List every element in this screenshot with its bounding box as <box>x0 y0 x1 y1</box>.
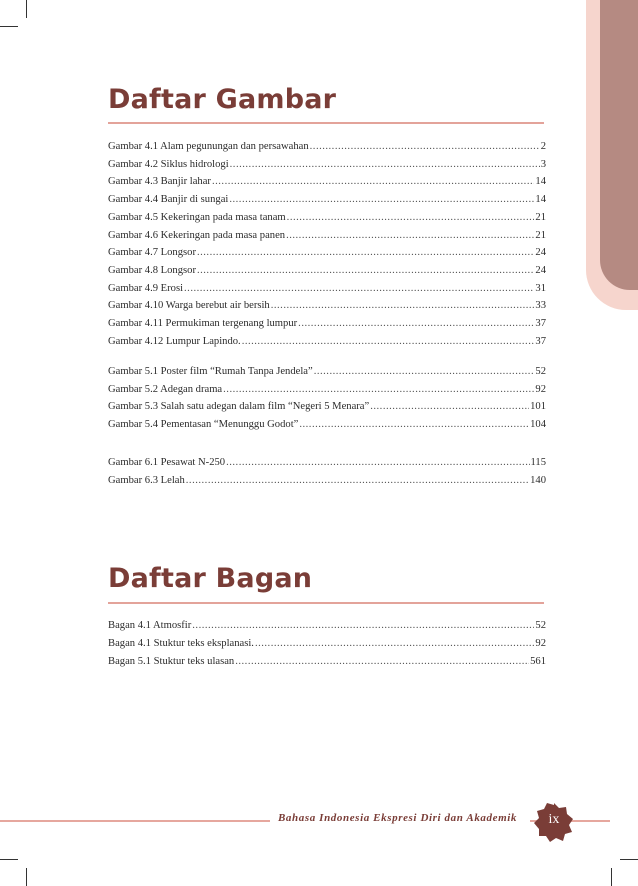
toc-leader-dots <box>242 334 535 350</box>
toc-leader-dots <box>310 139 540 155</box>
toc-entry-page: 140 <box>530 474 546 486</box>
toc-leader-dots <box>235 654 529 670</box>
toc-leader-dots <box>314 364 535 380</box>
footer-rule <box>0 820 270 822</box>
toc-entry <box>108 192 546 208</box>
toc-entry-page: 33 <box>535 300 546 312</box>
toc-entry-page: 52 <box>535 620 546 631</box>
toc-entry <box>108 636 546 652</box>
toc-entry <box>108 654 546 670</box>
crop-mark <box>26 0 27 18</box>
daftar-gambar-rule <box>108 122 544 124</box>
toc-leader-dots <box>226 455 529 471</box>
toc-entry-label: Gambar 4.1 Alam pegunungan dan persawahan <box>108 141 309 152</box>
toc-entry-page: 2 <box>540 141 546 152</box>
toc-leader-dots <box>255 636 534 652</box>
toc-entry-page: 24 <box>535 264 546 276</box>
toc-leader-dots <box>286 228 534 244</box>
toc-entry-label: Bagan 4.1 Stuktur teks eksplanasi. <box>108 638 254 649</box>
toc-entry <box>108 316 546 332</box>
toc-entry <box>108 210 546 226</box>
toc-entry <box>108 334 546 350</box>
toc-entry <box>108 245 546 261</box>
toc-entry-label: Gambar 4.3 Banjir lahar <box>108 176 211 188</box>
toc-entry-page: 14 <box>535 176 546 188</box>
toc-leader-dots <box>186 473 529 489</box>
toc-leader-dots <box>197 245 534 261</box>
toc-entry-page: 92 <box>535 383 546 395</box>
toc-entry-label: Gambar 4.11 Permukiman tergenang lumpur <box>108 318 298 329</box>
decorative-strip-inner <box>600 0 638 290</box>
toc-entry-label: Gambar 5.2 Adegan drama <box>108 383 223 395</box>
toc-leader-dots <box>197 263 534 279</box>
toc-entry-label: Gambar 4.9 Erosi <box>108 282 184 294</box>
toc-entry-page: 115 <box>530 457 546 468</box>
toc-leader-dots <box>223 382 534 398</box>
toc-entry <box>108 281 546 297</box>
toc-leader-dots <box>230 157 540 173</box>
toc-entry <box>108 455 546 471</box>
toc-entry-label: Gambar 4.8 Longsor <box>108 264 196 276</box>
daftar-bagan-title: Daftar Bagan <box>108 563 313 594</box>
toc-entry-label: Gambar 6.3 Lelah <box>108 474 185 486</box>
daftar-bagan-rule <box>108 602 544 604</box>
toc-entry-page: 37 <box>535 335 546 347</box>
toc-entry-page: 52 <box>535 366 546 377</box>
toc-entry <box>108 298 546 314</box>
toc-entry-label: Gambar 5.1 Poster film “Rumah Tanpa Jendela” <box>108 366 313 377</box>
toc-entry <box>108 382 546 398</box>
toc-entry-page: 561 <box>530 656 546 667</box>
toc-entry-page: 3 <box>540 158 546 170</box>
crop-mark <box>0 859 18 860</box>
toc-leader-dots <box>271 298 535 314</box>
toc-entry-page: 21 <box>535 229 546 241</box>
toc-entry-page: 104 <box>530 419 546 431</box>
toc-entry-label: Gambar 4.5 Kekeringan pada masa tanam <box>108 211 286 223</box>
toc-entry-label: Bagan 5.1 Stuktur teks ulasan <box>108 656 235 667</box>
book-title: Bahasa Indonesia Ekspresi Diri dan Akademik <box>278 812 518 824</box>
toc-entry-label: Gambar 5.3 Salah satu adegan dalam film “Negeri 5 Menara” <box>108 401 370 413</box>
toc-leader-dots <box>287 210 535 226</box>
toc-entry-page: 37 <box>535 318 546 329</box>
toc-entry-label: Gambar 5.4 Pementasan “Menunggu Godot” <box>108 419 299 431</box>
page-number: ix <box>548 812 560 827</box>
toc-entry <box>108 263 546 279</box>
toc-entry-label: Bagan 4.1 Atmosfir <box>108 620 192 631</box>
toc-entry <box>108 364 546 380</box>
toc-entry-page: 21 <box>535 211 546 223</box>
toc-entry-label: Gambar 4.12 Lumpur Lapindo. <box>108 335 241 347</box>
toc-entry-page: 14 <box>535 194 546 206</box>
toc-entry-label: Gambar 4.4 Banjir di sungai <box>108 194 229 206</box>
toc-entry-page: 31 <box>535 282 546 294</box>
toc-leader-dots <box>298 316 534 332</box>
toc-leader-dots <box>212 174 534 190</box>
toc-leader-dots <box>299 417 529 433</box>
toc-entry <box>108 399 546 415</box>
toc-entry-label: Gambar 4.2 Siklus hidrologi <box>108 158 229 170</box>
daftar-gambar-title: Daftar Gambar <box>108 84 337 115</box>
toc-leader-dots <box>184 281 534 297</box>
toc-entry-page: 101 <box>530 401 546 413</box>
crop-mark <box>26 868 27 886</box>
toc-entry-page: 24 <box>535 247 546 259</box>
toc-entry-label: Gambar 4.6 Kekeringan pada masa panen <box>108 229 286 241</box>
toc-entry <box>108 618 546 634</box>
toc-entry-label: Gambar 4.10 Warga berebut air bersih <box>108 300 270 312</box>
crop-mark <box>620 859 638 860</box>
crop-mark <box>611 868 612 886</box>
toc-entry-label: Gambar 6.1 Pesawat N-250 <box>108 457 226 468</box>
toc-entry <box>108 228 546 244</box>
toc-entry <box>108 174 546 190</box>
toc-leader-dots <box>370 399 529 415</box>
toc-entry <box>108 473 546 489</box>
toc-entry-page: 92 <box>535 638 546 649</box>
toc-entry <box>108 139 546 155</box>
toc-entry <box>108 157 546 173</box>
crop-mark <box>0 26 18 27</box>
toc-entry-label: Gambar 4.7 Longsor <box>108 247 196 259</box>
toc-leader-dots <box>229 192 534 208</box>
toc-leader-dots <box>192 618 534 634</box>
toc-entry <box>108 417 546 433</box>
